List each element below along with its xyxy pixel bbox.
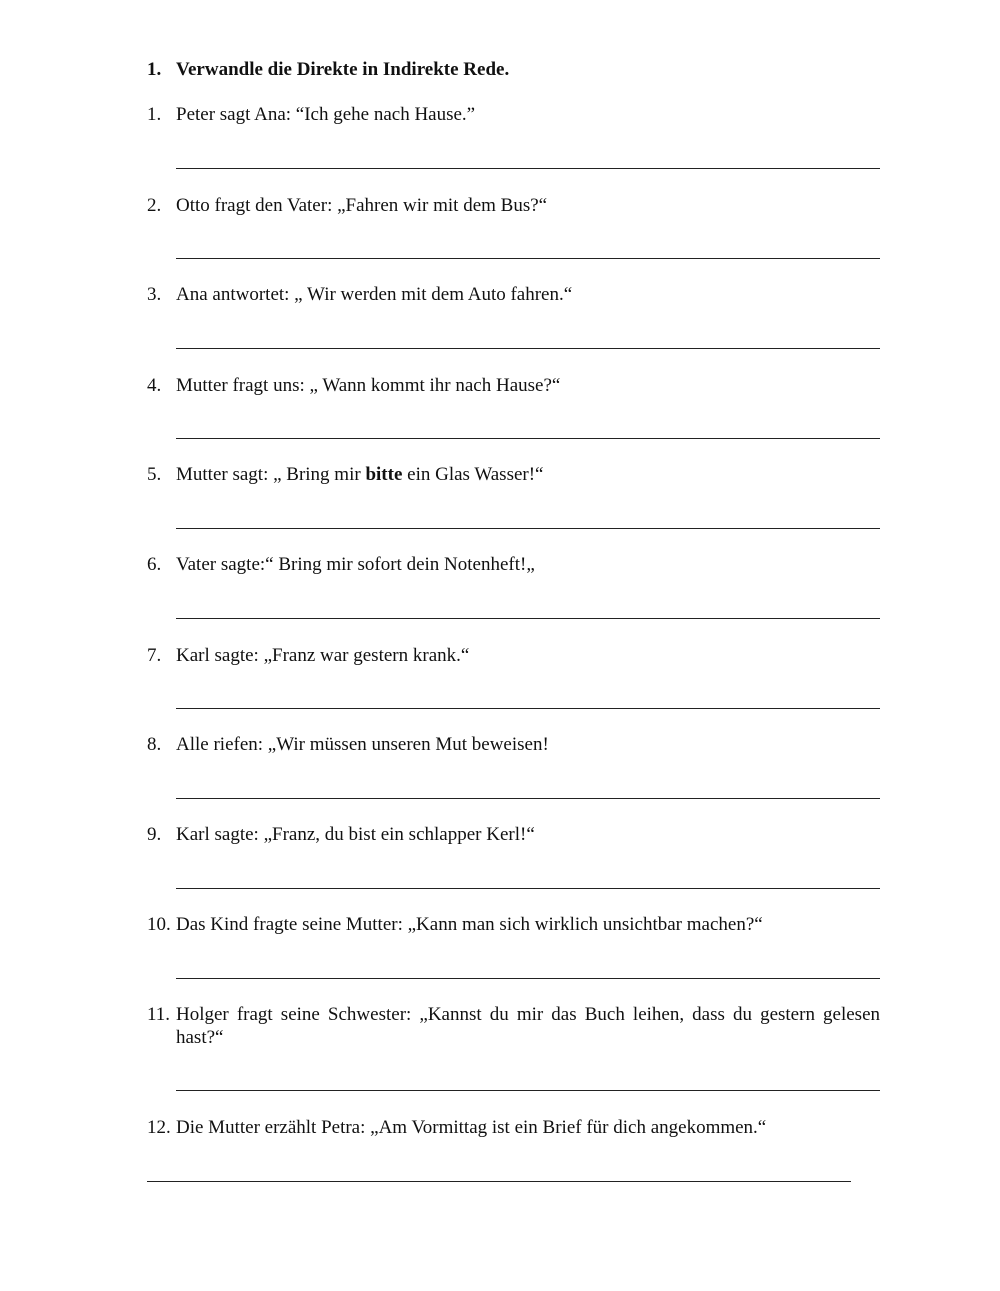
exercise-title [147, 59, 509, 81]
exercise-number: 1. [147, 59, 162, 80]
answer-line[interactable] [176, 1090, 880, 1091]
question-text: Karl sagte: „Franz war gestern krank.“ [176, 645, 470, 666]
question-item [147, 733, 880, 756]
answer-line[interactable] [176, 978, 880, 979]
question-number: 12. [147, 1117, 171, 1138]
question-item [147, 463, 880, 486]
question-number: 5. [147, 464, 162, 485]
answer-line[interactable] [176, 348, 880, 349]
answer-line[interactable] [176, 888, 880, 889]
answer-line[interactable] [176, 258, 880, 259]
question-item [147, 283, 880, 306]
question-number: 1. [147, 104, 162, 125]
question-text: Die Mutter erzählt Petra: „Am Vormittag ist ein Brief für dich angekommen.“ [176, 1117, 767, 1138]
question-text: Peter sagt Ana: “Ich gehe nach Hause.” [176, 104, 476, 125]
question-number: 4. [147, 375, 162, 396]
emphasis-bitte: bitte [365, 464, 403, 485]
question-number: 2. [147, 195, 162, 216]
question-text: Alle riefen: „Wir müssen unseren Mut beweisen! [176, 734, 549, 755]
answer-line[interactable] [176, 438, 880, 439]
question-item [147, 1116, 880, 1139]
question-item [147, 913, 880, 936]
question-number: 8. [147, 734, 162, 755]
answer-line[interactable] [176, 618, 880, 619]
question-number: 3. [147, 284, 162, 305]
question-item [147, 553, 880, 576]
answer-line[interactable] [176, 528, 880, 529]
question-text: Vater sagte:“ Bring mir sofort dein Notenheft!„ [176, 554, 535, 575]
question-item [147, 644, 880, 667]
answer-line[interactable] [176, 798, 880, 799]
question-text: Karl sagte: „Franz, du bist ein schlapper Kerl!“ [176, 824, 535, 845]
question-item [147, 374, 880, 397]
question-item [147, 1003, 880, 1049]
question-number: 9. [147, 824, 162, 845]
exercise-instruction: Verwandle die Direkte in Indirekte Rede. [176, 59, 510, 80]
question-number: 6. [147, 554, 162, 575]
answer-line[interactable] [176, 168, 880, 169]
question-text: Das Kind fragte seine Mutter: „Kann man sich wirklich unsichtbar machen?“ [176, 914, 763, 935]
question-text: Ana antwortet: „ Wir werden mit dem Auto fahren.“ [176, 284, 573, 305]
answer-line[interactable] [147, 1181, 851, 1182]
question-item [147, 103, 880, 126]
answer-line[interactable] [176, 708, 880, 709]
question-text: Otto fragt den Vater: „Fahren wir mit dem Bus?“ [176, 195, 548, 216]
question-text: Mutter fragt uns: „ Wann kommt ihr nach Hause?“ [176, 375, 561, 396]
question-number: 11. [147, 1004, 171, 1025]
question-number: 7. [147, 645, 162, 666]
question-number: 10. [147, 914, 171, 935]
question-text: Mutter sagt: „ Bring mir bitte ein Glas Wasser!“ [176, 464, 544, 485]
question-text: Holger fragt seine Schwester: „Kannst du mir das Buch leihen, dass du gestern gelesen hast?“ [176, 1004, 880, 1048]
question-item [147, 823, 880, 846]
question-item [147, 194, 880, 217]
